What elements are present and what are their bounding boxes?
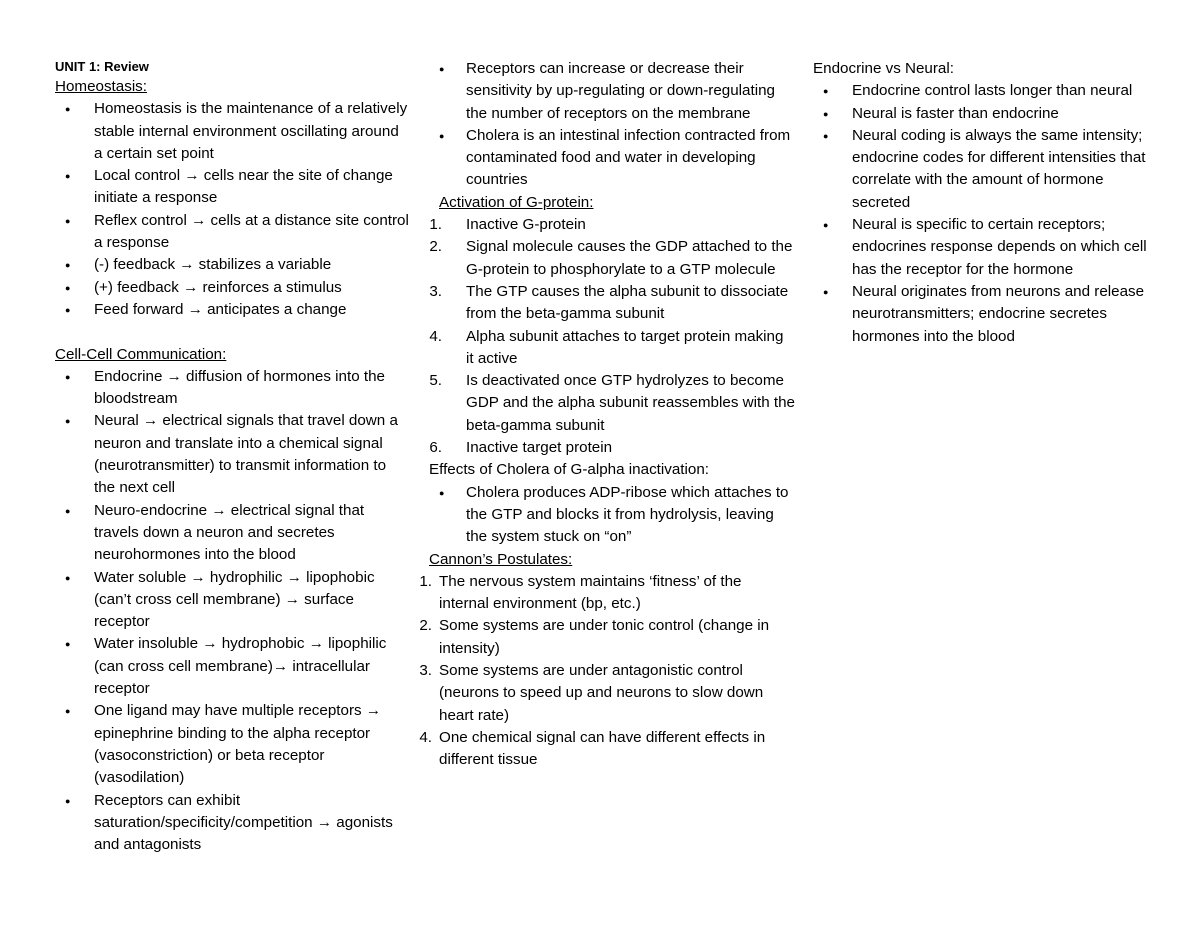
g-protein-steps: [410, 214, 795, 459]
list-item: 5. Is deactivated once GTP hydrolyzes to become GDP and the alpha subunit reassembles with the beta-gamma subunit: [429, 372, 795, 434]
g-protein-heading: Activation of G-protein:: [439, 193, 594, 211]
cell-communication-list: [55, 366, 410, 857]
list-item: ● Neural → electrical signals that travel down a neuron and translate into a chemical signal (neurotransmitter) to transmit information to the next cell: [55, 410, 410, 499]
list-item: 3. Some systems are under antagonistic control (neurons to speed up and neurons to slow down heart rate): [419, 662, 764, 724]
list-item: ● (+) feedback → reinforces a stimulus: [55, 277, 410, 299]
homeostasis-list: [55, 98, 410, 321]
list-item: 6. Inactive target protein: [429, 439, 613, 457]
list-item: ● One ligand may have multiple receptors → epinephrine binding to the alpha receptor (vasoconstriction) or beta receptor (vasodilation): [55, 700, 410, 789]
list-item: 1. Inactive G-protein: [429, 216, 586, 234]
list-item: ● Neuro-endocrine → electrical signal that travels down a neuron and secretes neurohormones into the blood: [55, 500, 410, 567]
list-item: ● Neural originates from neurons and release neurotransmitters; endocrine secretes hormones into the blood: [813, 281, 1158, 348]
cholera-effects-heading: Effects of Cholera of G-alpha inactivation:: [429, 461, 709, 479]
list-item: ● Reflex control → cells at a distance site control a response: [55, 210, 410, 255]
endocrine-vs-neural-heading: Endocrine vs Neural:: [813, 60, 954, 77]
list-item: ● Endocrine control lasts longer than neural: [813, 80, 1158, 102]
receptor-cholera-list: [410, 58, 795, 192]
spacer: [55, 321, 410, 343]
homeostasis-heading: Homeostasis:: [55, 78, 148, 95]
list-item: ● Neural is specific to certain receptors; endocrines response depends on which cell has the receptor for the hormone: [813, 214, 1158, 281]
list-item: ● (-) feedback → stabilizes a variable: [55, 254, 410, 276]
list-item: ● Cholera produces ADP-ribose which attaches to the GTP and blocks it from hydrolysis, leaving the system stuck on “on”: [410, 482, 795, 549]
list-item: ● Homeostasis is the maintenance of a relatively stable internal environment oscillating around a certain set point: [55, 98, 410, 165]
endocrine-vs-neural-list: [813, 80, 1158, 348]
list-item: ● Endocrine → diffusion of hormones into the bloodstream: [55, 366, 410, 411]
column-1: [55, 58, 410, 856]
cannon-postulates-heading: Cannon’s Postulates:: [429, 550, 573, 568]
list-item: ● Neural coding is always the same intensity; endocrine codes for different intensities that correlate with the amount of hormone secreted: [813, 125, 1158, 214]
list-item: ● Cholera is an intestinal infection contracted from contaminated food and water in developing countries: [410, 125, 795, 192]
document-title: UNIT 1: Review: [55, 59, 149, 74]
list-item: 2. Signal molecule causes the GDP attached to the G-protein to phosphorylate to a GTP molecule: [429, 238, 793, 278]
list-item: ● Water insoluble → hydrophobic → lipophilic (can cross cell membrane)→ intracellular receptor: [55, 633, 410, 700]
list-item: ● Receptors can exhibit saturation/specificity/competition → agonists and antagonists: [55, 790, 410, 857]
list-item: 1. The nervous system maintains ‘fitness’ of the internal environment (bp, etc.): [419, 572, 742, 613]
list-item: ● Local control → cells near the site of change initiate a response: [55, 165, 410, 210]
cell-communication-heading: Cell-Cell Communication:: [55, 345, 227, 363]
cannon-postulates-list: [410, 571, 795, 772]
column-3: [813, 58, 1158, 348]
list-item: 2. Some systems are under tonic control (change in intensity): [419, 617, 770, 657]
list-item: ● Receptors can increase or decrease their sensitivity by up-regulating or down-regulating the number of receptors on the membrane: [410, 58, 795, 125]
list-item: ● Feed forward → anticipates a change: [55, 299, 410, 321]
list-item: 4. One chemical signal can have different effects in different tissue: [419, 728, 766, 769]
list-item: ● Water soluble → hydrophilic → lipophobic (can’t cross cell membrane) → surface receptor: [55, 567, 410, 634]
list-item: ● Neural is faster than endocrine: [813, 103, 1158, 125]
list-item: 4. Alpha subunit attaches to target protein making it active: [429, 327, 784, 367]
column-2: [410, 58, 795, 772]
cholera-effects-list: [410, 482, 795, 549]
list-item: 3. The GTP causes the alpha subunit to dissociate from the beta-gamma subunit: [429, 282, 789, 323]
